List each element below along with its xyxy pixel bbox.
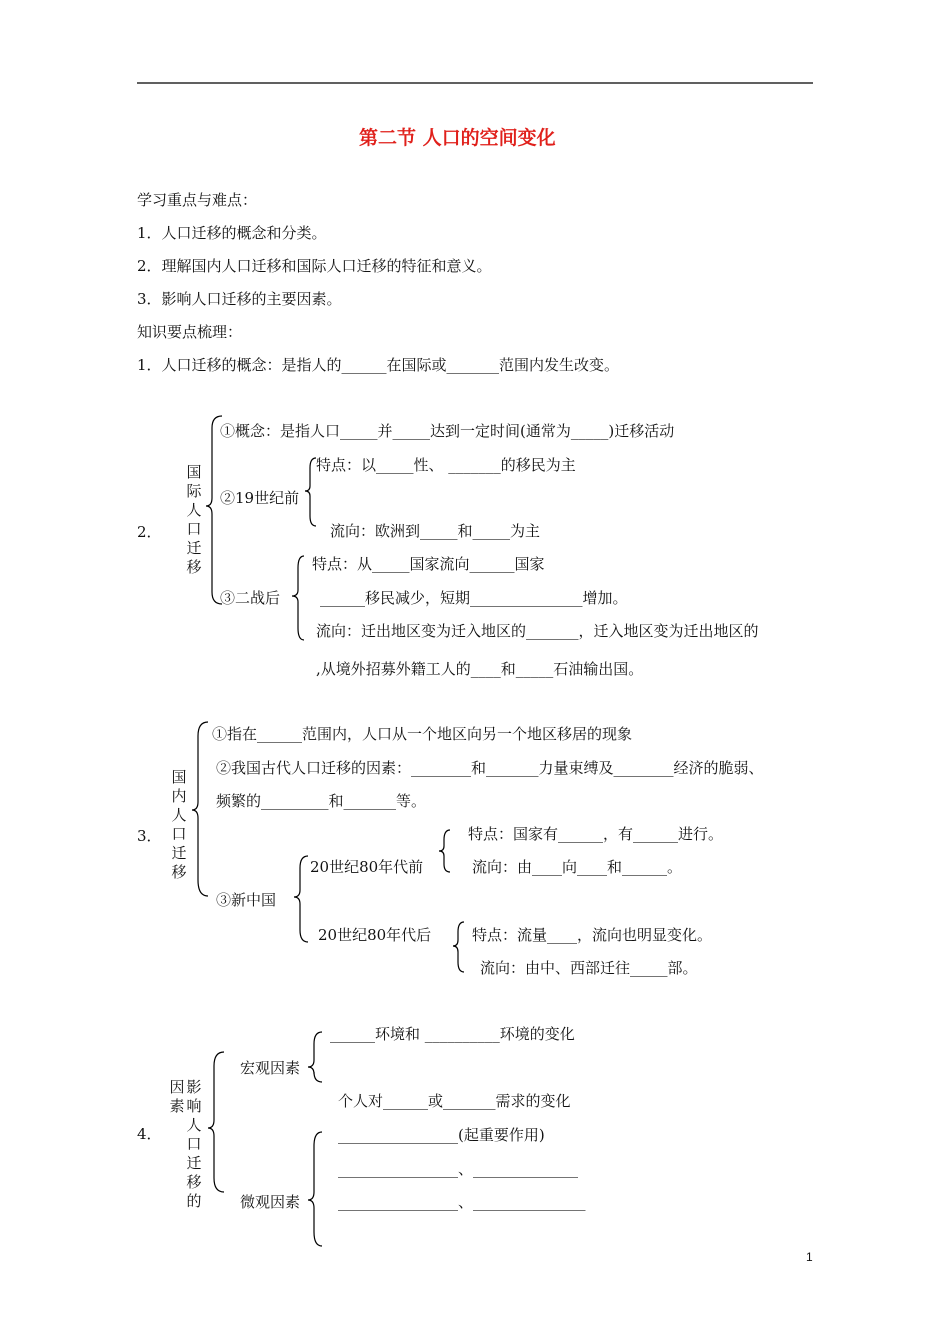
s2-19c-feature: 特点：以_____性、 _______的移民为主	[316, 456, 576, 474]
brace-s4-macro	[308, 1032, 322, 1082]
s4-label-b: 因素	[169, 1078, 185, 1115]
s4-micro-1: ________________(起重要作用)	[338, 1126, 545, 1144]
s2-postwar-flow: 流向：迁出地区变为迁入地区的_______，迁入地区变为迁出地区的	[316, 622, 759, 640]
s3-newchina-label: ③新中国	[216, 891, 277, 909]
s3-definition: ①指在______范围内，人口从一个地区向另一个地区移居的现象	[212, 725, 633, 743]
question-1: 1．人口迁移的概念：是指人的______在国际或_______范围内发生改变。	[137, 356, 620, 374]
brace-s2-19c	[305, 458, 316, 526]
knowledge-heading: 知识要点梳理：	[137, 323, 243, 341]
s3-ancient: ②我国古代人口迁移的因素：________和_______力量束缚及________经济的脆弱、	[216, 759, 764, 777]
s4-label-a: 影响	[186, 1078, 202, 1115]
brace-s3-pre80	[439, 830, 450, 872]
s2-19c-flow: 流向：欧洲到_____和_____为主	[330, 522, 541, 540]
s2-postwar-flow-cont: ,从境外招募外籍工人的____和_____石油输出国。	[316, 660, 644, 678]
s4-number: 4．	[137, 1125, 162, 1143]
s3-post80-feature: 特点：流量____，流向也明显变化。	[472, 926, 713, 944]
s3-pre80-flow: 流向：由____向____和______。	[472, 858, 683, 876]
s4-macro-label: 宏观因素	[240, 1059, 301, 1077]
s2-postwar-label: ③二战后	[220, 589, 281, 607]
brace-s4-main	[208, 1052, 224, 1192]
brace-s2-postwar	[292, 556, 304, 640]
page-number: 1	[806, 1250, 813, 1264]
s3-post80-flow: 流向：由中、西部迁往_____部。	[480, 959, 698, 977]
s3-label: 国内人口迁移	[171, 768, 187, 881]
s3-pre80-feature: 特点：国家有______，有______进行。	[468, 825, 724, 843]
intro-point-1: 1．人口迁移的概念和分类。	[137, 224, 327, 242]
s3-post80-label: 20世纪80年代后	[318, 926, 432, 944]
brace-s3-newchina	[294, 856, 308, 942]
s4-micro-3: ________________、_______________	[338, 1193, 586, 1211]
intro-heading: 学习重点与难点：	[137, 191, 258, 209]
s4-micro-label: 微观因素	[240, 1193, 301, 1211]
s3-pre80-label: 20世纪80年代前	[310, 858, 424, 876]
intro-point-2: 2．理解国内人口迁移和国际人口迁移的特征和意义。	[137, 257, 492, 275]
brace-s3-main	[192, 722, 208, 896]
s4-micro-2: ________________、______________	[338, 1160, 579, 1178]
brace-s2-main	[206, 416, 222, 604]
s2-number: 2．	[137, 523, 162, 541]
s2-concept: ①概念：是指人口_____并_____达到一定时间(通常为_____)迁移活动	[220, 422, 675, 440]
s2-postwar-feature: 特点：从_____国家流向______国家	[312, 555, 545, 573]
intro-point-3: 3．影响人口迁移的主要因素。	[137, 290, 342, 308]
s2-postwar-short: ______移民减少，短期_______________增加。	[320, 589, 628, 607]
brace-s4-micro	[308, 1132, 322, 1246]
s4-macro-2: 个人对______或_______需求的变化	[338, 1092, 571, 1110]
s3-ancient-cont: 频繁的_________和_______等。	[216, 792, 427, 810]
brace-s3-post80	[453, 922, 464, 972]
page-title: 第二节 人口的空间变化	[359, 127, 556, 149]
s4-label-c: 人口迁移的	[186, 1116, 202, 1210]
s4-macro-1: ______环境和 __________环境的变化	[330, 1025, 575, 1043]
s3-number: 3．	[137, 827, 162, 845]
s2-label: 国际人口迁移	[186, 463, 202, 576]
s2-19c-label: ②19世纪前	[220, 489, 300, 507]
